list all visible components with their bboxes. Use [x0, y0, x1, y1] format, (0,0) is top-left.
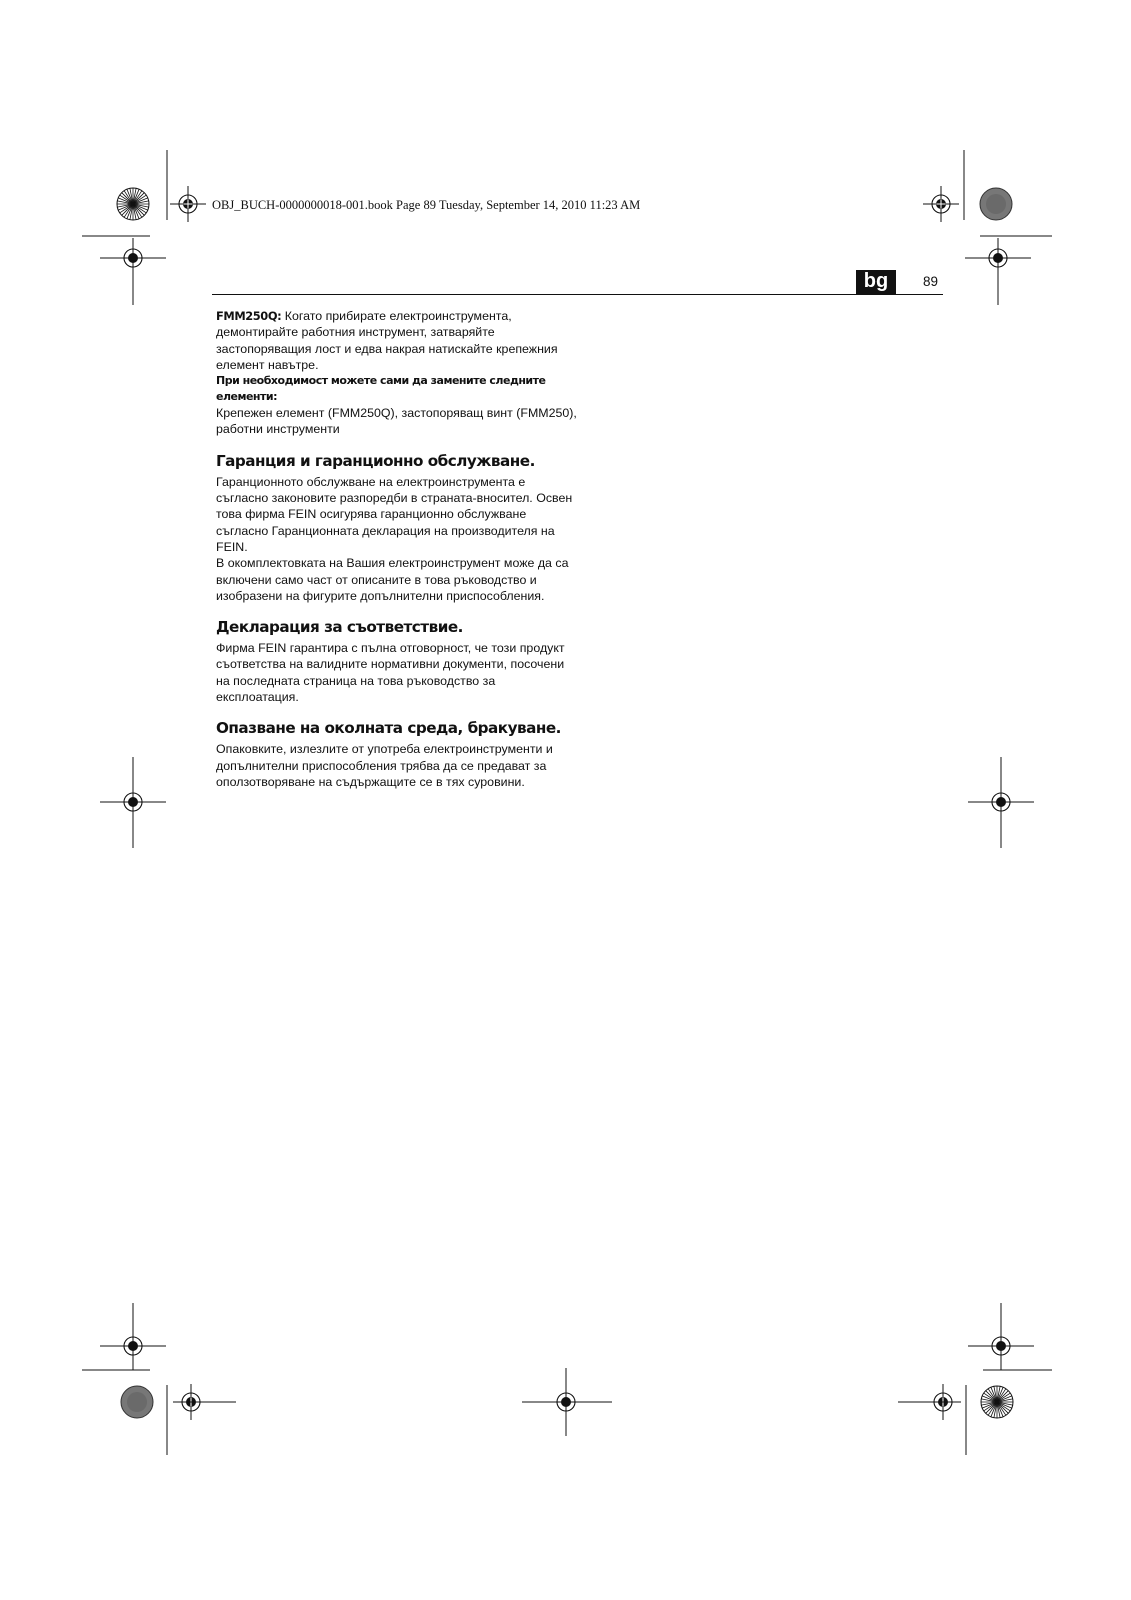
environment-heading: Опазване на околната среда, бракуване.	[216, 719, 561, 738]
warranty-heading: Гаранция и гаранционно обслужване.	[216, 451, 535, 470]
storage-text: Когато прибирате електроинструмента, демонтирайте работния инструмент, затваряйте застопоряващия лост и едва накрая натискайте крепежния елемент навътре.	[216, 309, 558, 372]
print-slug: OBJ_BUCH-0000000018-001.book Page 89 Tuesday, September 14, 2010 11:23 AM	[212, 198, 641, 212]
header-rule	[212, 294, 943, 295]
conformity-heading: Декларация за съответствие.	[216, 618, 463, 637]
replace-text: Крепежен елемент (FMM250Q), застопоряващ винт (FMM250), работни инструменти	[216, 406, 577, 437]
warranty-paragraph-2: В окомплектовката на Вашия електроинструмент може да са включени само част от описаните в това ръководство и изобразени на фигурите допълнителни приспособления.	[216, 556, 569, 603]
page-number: 89	[923, 274, 939, 289]
warranty-paragraph-1: Гаранционното обслужване на електроинструмента е съгласно законовите разпоредби в страната-вносител. Освен това фирма FEIN осигурява гаранционно обслужване съгласно Гаранционната декларация на производителя на FEIN.	[216, 474, 573, 554]
storage-paragraph	[216, 308, 578, 373]
model-label: FMM250Q:	[216, 309, 282, 323]
replace-subheading: При необходимост можете сами да замените следните елементи:	[216, 374, 546, 404]
environment-paragraph: Опаковките, излезлите от употреба електроинструменти и допълнителни приспособления трябва да се предават за оползотворяване на съдържащите се в тях суровини.	[216, 742, 553, 789]
language-tab: bg	[856, 270, 896, 294]
conformity-paragraph: Фирма FEIN гарантира с пълна отговорност, че този продукт съответства на валидните нормативни документи, посочени на последната страница на това ръководство за експлоатация.	[216, 641, 565, 705]
page-content	[216, 308, 578, 790]
